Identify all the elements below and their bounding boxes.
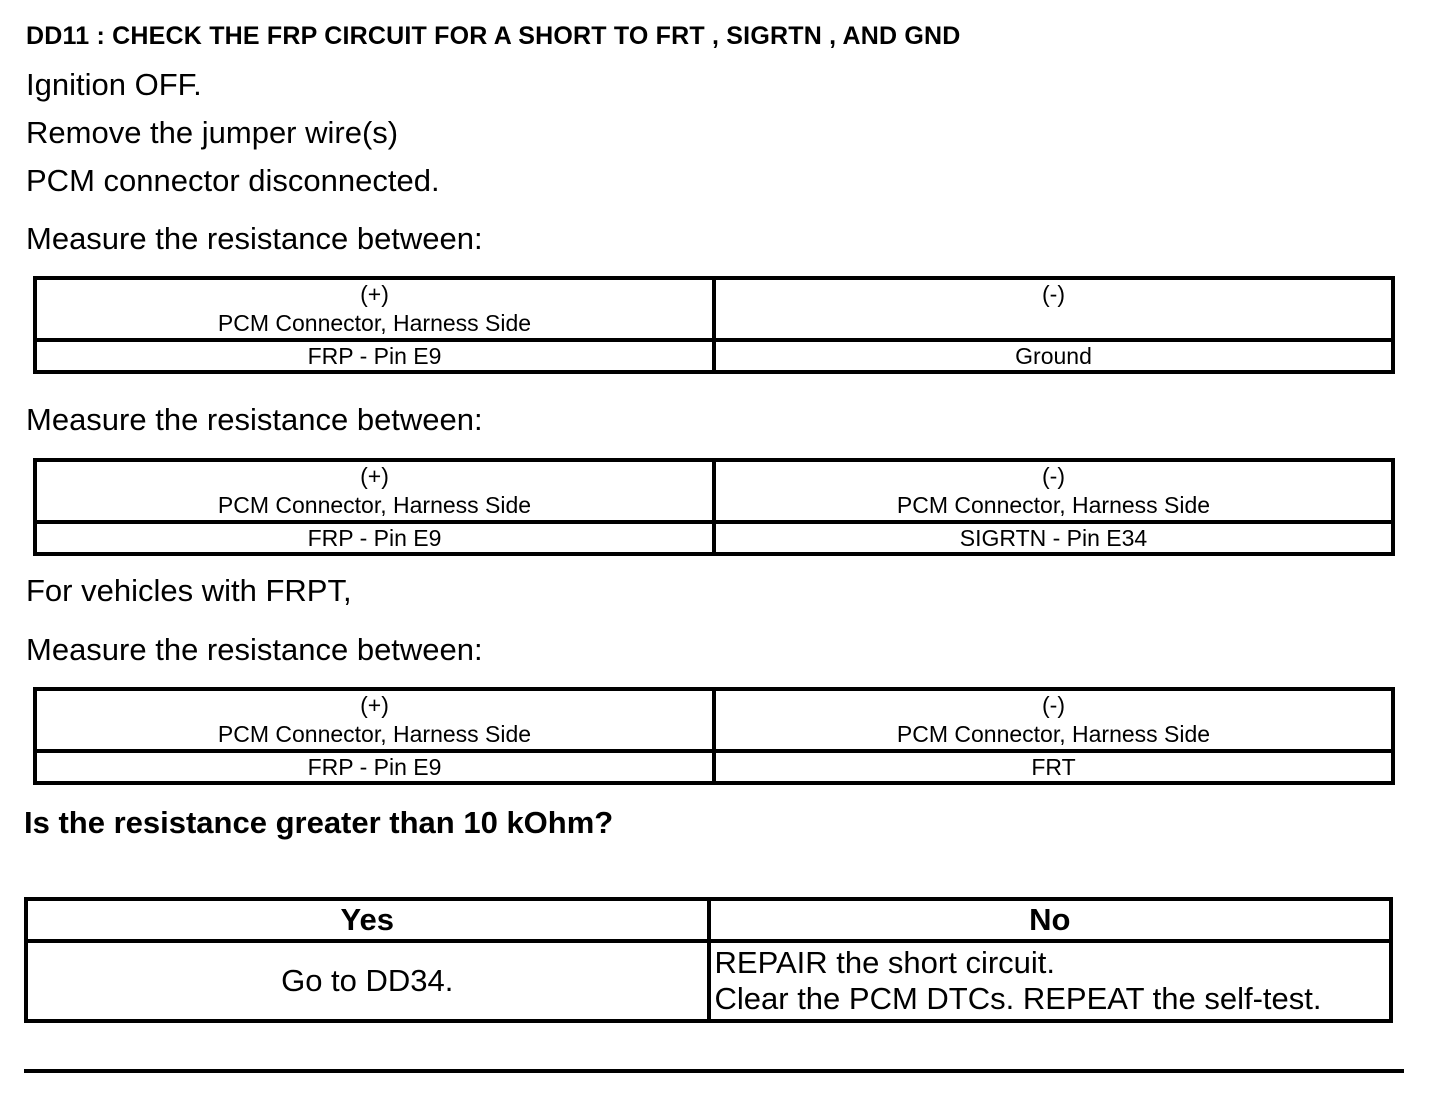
- no-action-line-1: REPAIR the short circuit.: [714, 945, 1056, 980]
- step-ignition-off: Ignition OFF.: [26, 67, 202, 102]
- plus-value: FRP - Pin E9: [35, 522, 714, 554]
- measure-label-3: Measure the resistance between:: [26, 632, 483, 667]
- minus-value: SIGRTN - Pin E34: [714, 522, 1393, 554]
- minus-header: [714, 278, 1393, 340]
- no-action: [709, 941, 1392, 1021]
- step-pcm-disconnected: PCM connector disconnected.: [26, 163, 440, 198]
- plus-location: PCM Connector, Harness Side: [217, 492, 532, 518]
- no-header: No: [709, 899, 1392, 941]
- minus-value: Ground: [714, 340, 1393, 372]
- frpt-note: For vehicles with FRPT,: [26, 573, 352, 608]
- result-table: [24, 897, 1393, 1023]
- measurement-table-1: [33, 276, 1395, 374]
- plus-sign: (+): [360, 281, 389, 307]
- plus-value: FRP - Pin E9: [35, 340, 714, 372]
- plus-header: [35, 460, 714, 522]
- resistance-question: Is the resistance greater than 10 kOhm?: [24, 805, 614, 840]
- no-action-line-2: Clear the PCM DTCs. REPEAT the self-test.: [714, 981, 1322, 1016]
- minus-value: FRT: [714, 751, 1393, 783]
- measure-label-2: Measure the resistance between:: [26, 402, 483, 437]
- plus-sign: (+): [360, 692, 389, 718]
- plus-location: PCM Connector, Harness Side: [217, 310, 532, 336]
- bottom-divider: [24, 1069, 1404, 1073]
- plus-location: PCM Connector, Harness Side: [217, 721, 532, 747]
- measurement-table-3: [33, 687, 1395, 785]
- minus-header: [714, 689, 1393, 751]
- minus-header: [714, 460, 1393, 522]
- yes-action: Go to DD34.: [26, 941, 709, 1021]
- minus-location: PCM Connector, Harness Side: [896, 721, 1211, 747]
- plus-header: [35, 689, 714, 751]
- plus-value: FRP - Pin E9: [35, 751, 714, 783]
- step-remove-jumper: Remove the jumper wire(s): [26, 115, 399, 150]
- minus-location: PCM Connector, Harness Side: [896, 492, 1211, 518]
- minus-sign: (-): [1042, 692, 1065, 718]
- plus-sign: (+): [360, 463, 389, 489]
- plus-header: [35, 278, 714, 340]
- yes-header: Yes: [26, 899, 709, 941]
- page-title: DD11 : CHECK THE FRP CIRCUIT FOR A SHORT TO FRT , SIGRTN , AND GND: [26, 22, 961, 50]
- measurement-table-2: [33, 458, 1395, 556]
- minus-sign: (-): [1042, 463, 1065, 489]
- measure-label-1: Measure the resistance between:: [26, 221, 483, 256]
- minus-sign: (-): [1042, 281, 1065, 307]
